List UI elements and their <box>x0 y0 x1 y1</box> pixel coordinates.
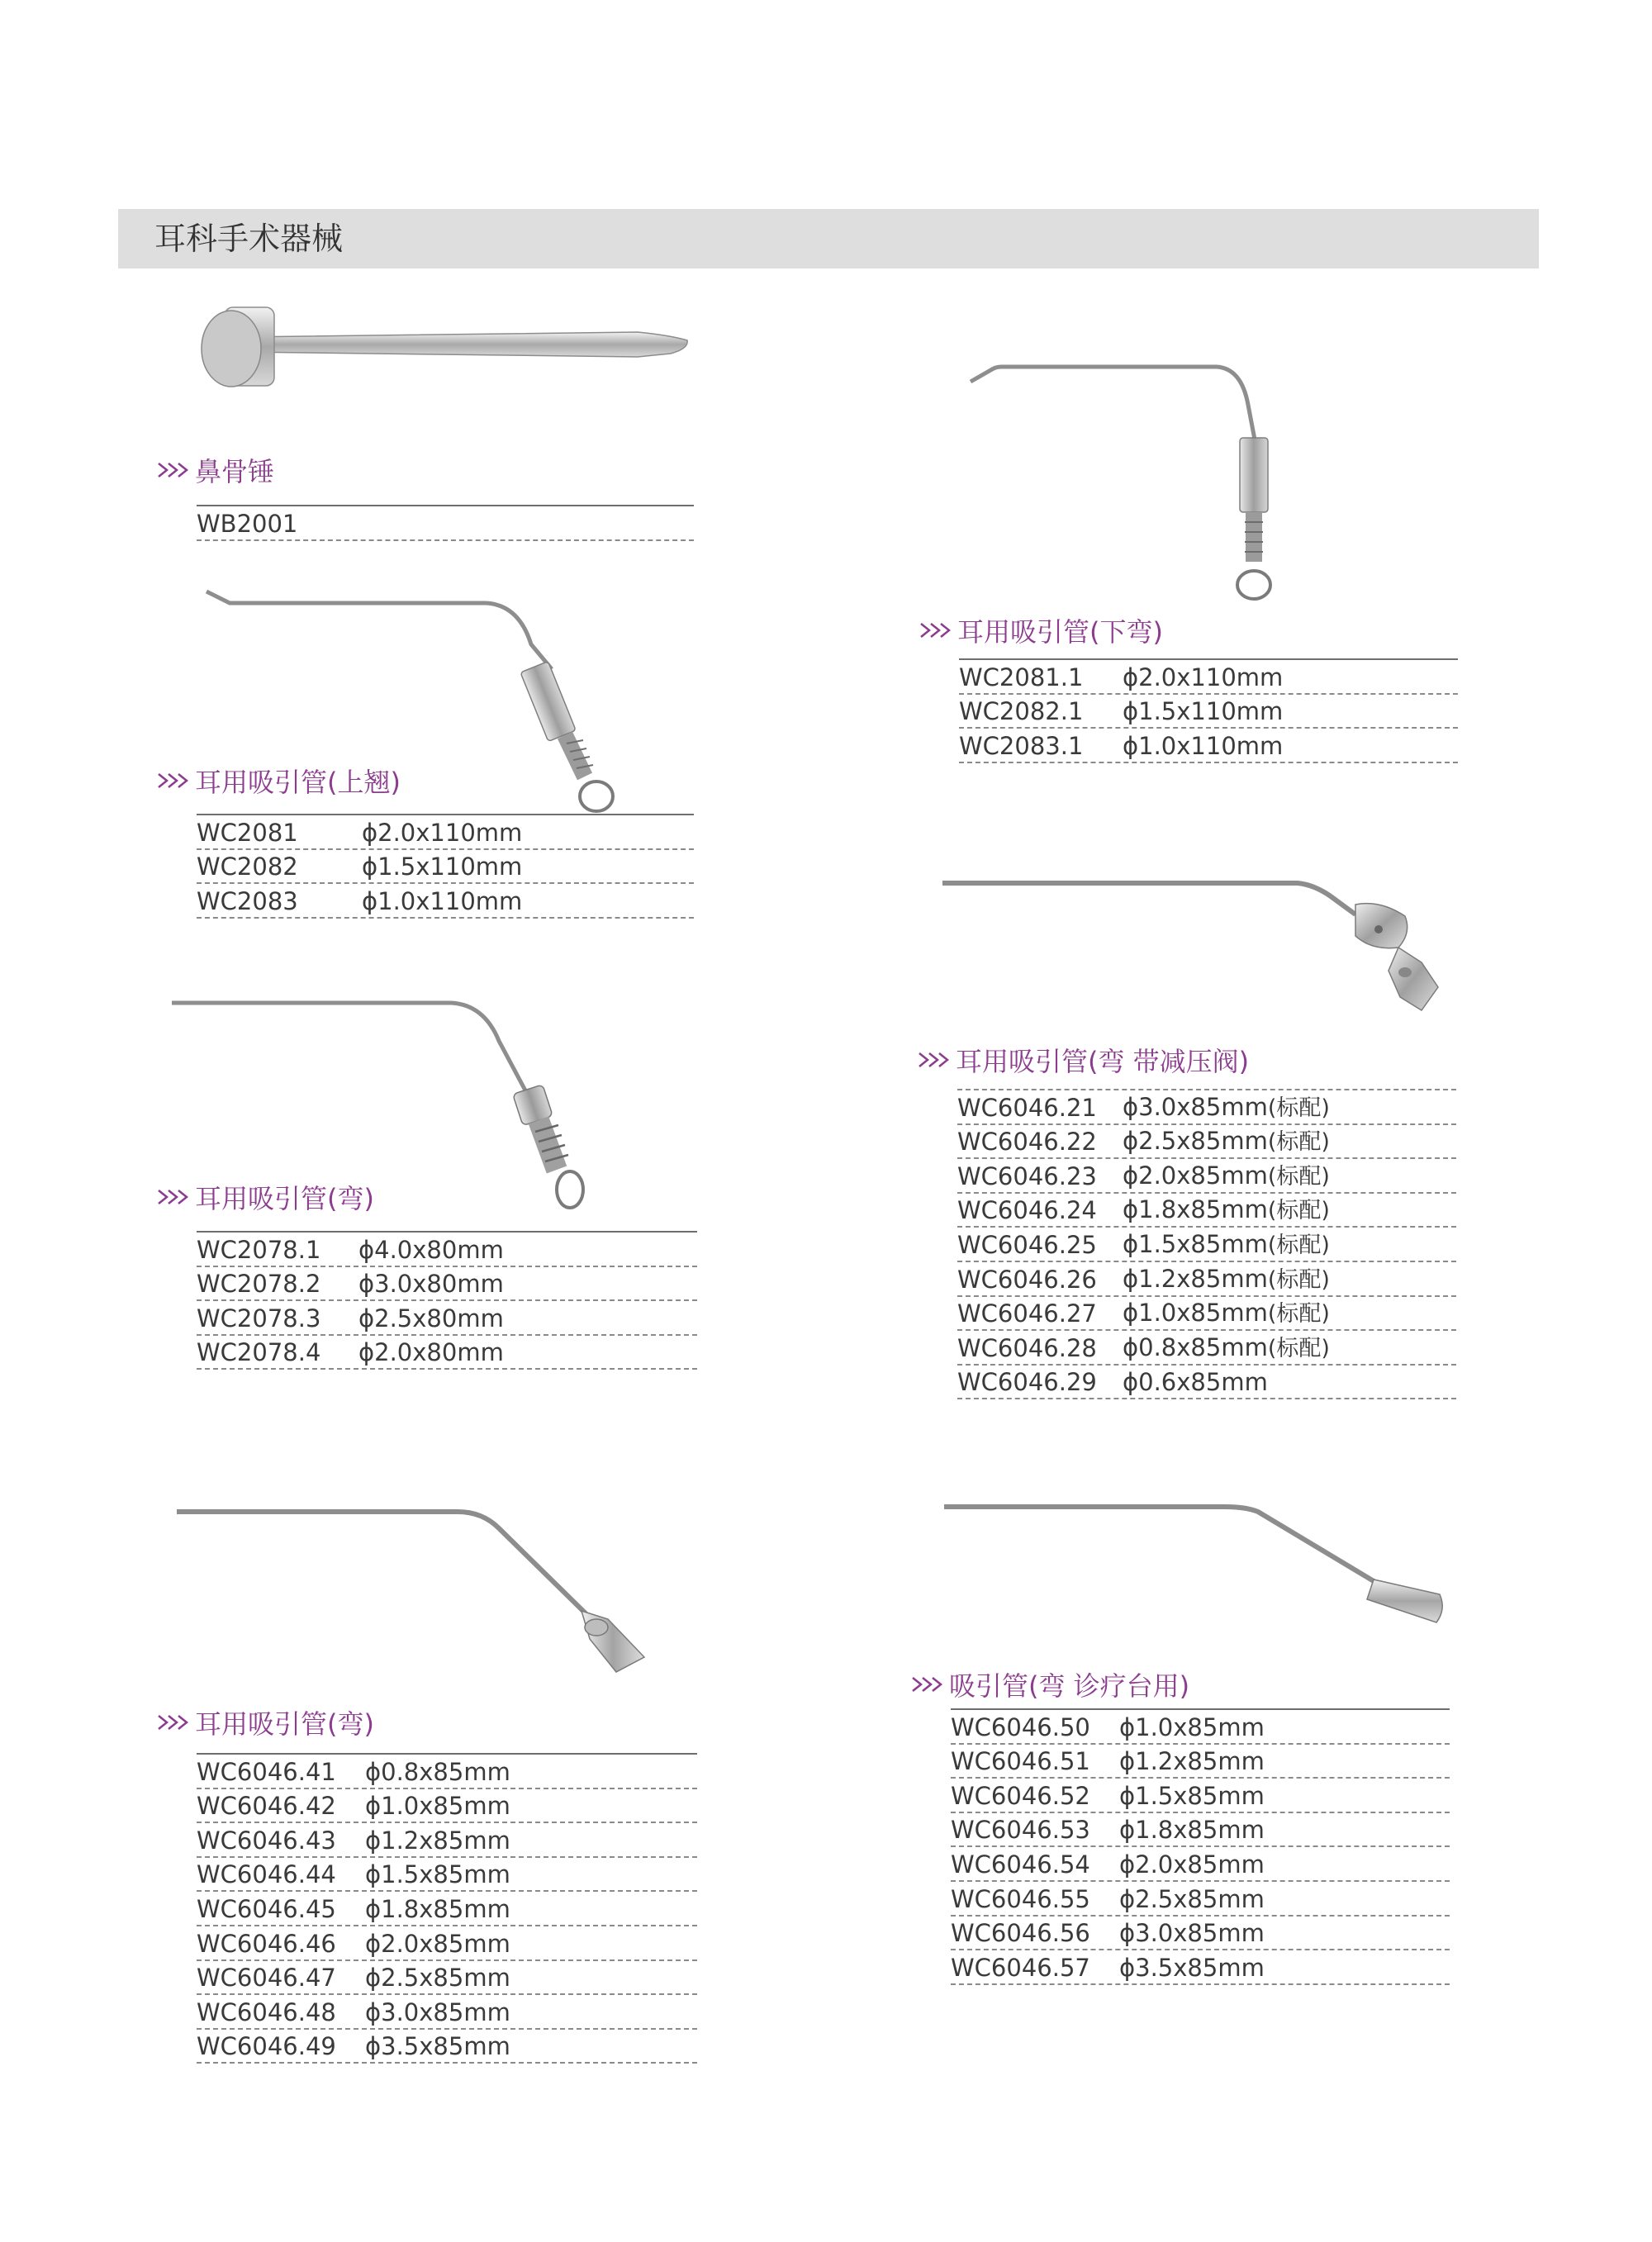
product-spec <box>365 1998 510 2026</box>
table-row <box>197 1755 697 1789</box>
product-spec-value: ϕ1.5x85mm <box>1119 1781 1265 1810</box>
product-code: WC6046.47 <box>197 1964 336 1993</box>
table-row <box>951 1745 1450 1779</box>
product-spec <box>1119 1747 1265 1775</box>
chevron-right-icon <box>157 771 188 791</box>
product-code: WC2083.1 <box>959 731 1084 760</box>
table-row <box>951 1917 1450 1951</box>
product-spec <box>1123 1123 1330 1156</box>
table-row <box>959 660 1458 695</box>
product-code: WC6046.28 <box>957 1333 1097 1362</box>
product-spec: ϕ1.5x110mm <box>1123 697 1284 726</box>
product-spec <box>365 1758 510 1786</box>
table-row <box>197 1823 697 1858</box>
suction-tube-clinic-icon <box>944 1487 1473 1636</box>
spec-table <box>959 660 1458 763</box>
table-row <box>197 1233 697 1267</box>
table-row <box>957 1297 1456 1332</box>
product-spec <box>365 1964 510 1992</box>
product-code: WC6046.52 <box>951 1781 1090 1810</box>
product-title: 耳用吸引管(弯) <box>195 1708 374 1740</box>
product-spec <box>1119 1885 1265 1913</box>
product-spec <box>365 1826 510 1855</box>
product-spec: ϕ1.0x110mm <box>1123 731 1284 760</box>
product-code: WC2081.1 <box>959 663 1084 691</box>
table-row <box>957 1366 1456 1400</box>
product-spec-note: (标配) <box>1267 1198 1330 1224</box>
spec-table <box>197 1755 697 2064</box>
product-spec-note: (标配) <box>1267 1335 1330 1361</box>
table-row <box>951 1813 1450 1848</box>
product-spec-value: ϕ0.6x85mm <box>1123 1368 1268 1397</box>
table-row <box>957 1331 1456 1366</box>
product-title: 鼻骨锤 <box>195 456 275 487</box>
product-code: WC6046.24 <box>957 1196 1097 1225</box>
product-spec <box>1123 1368 1268 1396</box>
product-spec-note: (标配) <box>1267 1232 1330 1258</box>
product-spec: ϕ4.0x80mm <box>358 1235 504 1264</box>
product-spec <box>1119 1713 1265 1741</box>
product-spec: ϕ2.5x80mm <box>358 1304 504 1332</box>
product-spec <box>1119 1919 1265 1947</box>
table-row <box>197 1892 697 1926</box>
product-code: WC2081 <box>197 818 298 847</box>
product-title: 吸引管(弯 诊疗台用) <box>949 1670 1190 1702</box>
product-spec-value: ϕ2.0x85mm <box>365 1929 510 1958</box>
product-code: WC6046.22 <box>957 1128 1097 1157</box>
table-row <box>197 1301 697 1336</box>
product-spec-value: ϕ1.0x85mm <box>1119 1712 1265 1741</box>
product-spec-value: ϕ1.8x85mm <box>1123 1195 1268 1224</box>
chevron-right-icon <box>157 1712 188 1732</box>
product-spec-value: ϕ1.8x85mm <box>1119 1816 1265 1845</box>
product-code: WB2001 <box>197 509 298 538</box>
product-spec <box>1123 1261 1330 1294</box>
product-code: WC6046.46 <box>197 1929 336 1958</box>
product-spec <box>1123 1330 1330 1362</box>
product-spec-value: ϕ0.8x85mm <box>365 1757 510 1786</box>
product-code: WC6046.49 <box>197 2032 336 2061</box>
table-row <box>197 884 694 919</box>
table-row <box>197 850 694 885</box>
product-spec-value: ϕ3.0x85mm <box>365 1997 510 2026</box>
table-row <box>197 1995 697 2030</box>
table-row <box>951 1847 1450 1882</box>
product-spec <box>1119 1782 1265 1810</box>
product-code: WC6046.27 <box>957 1299 1097 1328</box>
product-spec <box>1119 1816 1265 1844</box>
product-code: WC6046.45 <box>197 1894 336 1923</box>
product-code: WC2082.1 <box>959 697 1084 726</box>
table-row <box>197 1336 697 1370</box>
product-spec: ϕ2.0x80mm <box>358 1338 504 1367</box>
product-spec-value: ϕ1.0x85mm <box>1123 1299 1268 1328</box>
product-code: WC6046.51 <box>951 1747 1090 1776</box>
product-code: WC2078.1 <box>197 1235 321 1264</box>
chevron-right-icon <box>911 1674 942 1694</box>
product-title: 耳用吸引管(上翘) <box>195 767 401 798</box>
product-spec <box>1123 1158 1330 1190</box>
chevron-right-icon <box>918 1050 949 1070</box>
product-spec-value: ϕ3.5x85mm <box>1119 1953 1265 1982</box>
product-title: 耳用吸引管(下弯) <box>957 616 1163 648</box>
product-code: WC6046.43 <box>197 1826 336 1855</box>
table-row <box>197 1789 697 1824</box>
suction-tube-downturned-icon <box>969 355 1431 603</box>
product-spec-value: ϕ3.5x85mm <box>365 2032 510 2061</box>
product-spec-value: ϕ3.0x85mm <box>1123 1092 1268 1121</box>
spec-table <box>197 815 694 919</box>
product-code: WC2078.3 <box>197 1304 321 1332</box>
product-spec <box>1123 1295 1330 1328</box>
product-code: WC6046.56 <box>951 1919 1090 1948</box>
table-row <box>957 1228 1456 1262</box>
table-row <box>197 2030 697 2064</box>
product-code: WC6046.54 <box>951 1850 1090 1879</box>
product-spec-value: ϕ1.2x85mm <box>1119 1747 1265 1776</box>
table-row <box>957 1262 1456 1297</box>
table-row <box>959 729 1458 763</box>
table-row <box>197 1267 697 1302</box>
chevron-right-icon <box>919 620 951 640</box>
table-row <box>959 695 1458 729</box>
product-spec <box>1123 1090 1330 1122</box>
product-code: WC6046.21 <box>957 1093 1097 1122</box>
product-spec <box>1119 1954 1265 1982</box>
table-row <box>957 1090 1456 1125</box>
product-spec: ϕ3.0x80mm <box>358 1270 504 1299</box>
product-spec: ϕ2.0x110mm <box>1123 663 1284 691</box>
product-spec-note: (标配) <box>1267 1266 1330 1293</box>
product-code: WC6046.53 <box>951 1816 1090 1845</box>
spec-table <box>197 506 694 541</box>
product-code: WC6046.29 <box>957 1368 1097 1397</box>
product-spec: ϕ1.5x110mm <box>362 853 523 881</box>
chevron-right-icon <box>157 460 188 480</box>
product-code: WC2078.2 <box>197 1270 321 1299</box>
table-row <box>197 1926 697 1961</box>
product-code: WC6046.48 <box>197 1997 336 2026</box>
product-spec-value: ϕ1.5x85mm <box>1123 1229 1268 1258</box>
table-row <box>197 815 694 850</box>
product-spec-note: (标配) <box>1267 1301 1330 1328</box>
product-code: WC6046.41 <box>197 1757 336 1786</box>
nasal-bone-mallet-icon <box>192 289 704 397</box>
product-spec-value: ϕ2.5x85mm <box>1123 1127 1268 1156</box>
product-code: WC6046.23 <box>957 1161 1097 1190</box>
product-spec-value: ϕ2.0x85mm <box>1119 1850 1265 1879</box>
product-code: WC6046.44 <box>197 1860 336 1889</box>
product-spec <box>365 1792 510 1820</box>
header-bar <box>118 209 1539 268</box>
product-title: 耳用吸引管(弯 带减压阀) <box>956 1046 1250 1077</box>
table-row <box>951 1779 1450 1813</box>
table-row <box>957 1159 1456 1194</box>
product-spec-note: (标配) <box>1267 1163 1330 1190</box>
product-spec-value: ϕ2.5x85mm <box>365 1964 510 1993</box>
product-spec-value: ϕ1.8x85mm <box>365 1894 510 1923</box>
product-spec-note: (标配) <box>1267 1095 1330 1121</box>
product-spec-value: ϕ2.5x85mm <box>1119 1884 1265 1913</box>
product-spec-value: ϕ1.5x85mm <box>365 1860 510 1889</box>
table-row <box>951 1710 1450 1745</box>
product-spec-value: ϕ2.0x85mm <box>1123 1161 1268 1190</box>
product-spec: ϕ1.0x110mm <box>362 886 523 915</box>
product-code: WC6046.25 <box>957 1230 1097 1259</box>
product-title: 耳用吸引管(弯) <box>195 1183 374 1214</box>
product-spec-note: (标配) <box>1267 1129 1330 1156</box>
product-spec <box>365 2032 510 2060</box>
product-code: WC6046.55 <box>951 1884 1090 1913</box>
table-row <box>197 506 694 541</box>
product-code: WC6046.50 <box>951 1712 1090 1741</box>
product-spec: ϕ2.0x110mm <box>362 818 523 847</box>
suction-tube-bent-luer-icon <box>177 1495 656 1685</box>
spec-table <box>957 1089 1456 1399</box>
product-spec-value: ϕ1.2x85mm <box>1123 1264 1268 1293</box>
product-spec <box>365 1895 510 1923</box>
table-row <box>951 1950 1450 1985</box>
spec-table <box>197 1233 697 1370</box>
table-row <box>957 1125 1456 1160</box>
table-row <box>951 1882 1450 1917</box>
product-code: WC6046.42 <box>197 1792 336 1821</box>
product-spec-value: ϕ0.8x85mm <box>1123 1332 1268 1361</box>
product-code: WC6046.26 <box>957 1265 1097 1294</box>
product-spec <box>1119 1850 1265 1879</box>
table-row <box>957 1194 1456 1228</box>
product-spec-value: ϕ1.2x85mm <box>365 1826 510 1855</box>
product-code: WC2083 <box>197 886 298 915</box>
product-spec <box>1123 1227 1330 1259</box>
product-spec <box>365 1860 510 1888</box>
suction-tube-valve-icon <box>942 872 1438 1037</box>
table-row <box>197 1961 697 1996</box>
product-spec <box>1123 1192 1330 1224</box>
spec-table <box>951 1710 1450 1985</box>
product-code: WC2082 <box>197 853 298 881</box>
page-title: 耳科手术器械 <box>154 221 344 257</box>
product-code: WC2078.4 <box>197 1338 321 1367</box>
product-spec-value: ϕ1.0x85mm <box>365 1792 510 1821</box>
product-spec <box>365 1930 510 1958</box>
chevron-right-icon <box>157 1187 188 1207</box>
product-spec-value: ϕ3.0x85mm <box>1119 1919 1265 1948</box>
product-code: WC6046.57 <box>951 1953 1090 1982</box>
table-row <box>197 1858 697 1893</box>
